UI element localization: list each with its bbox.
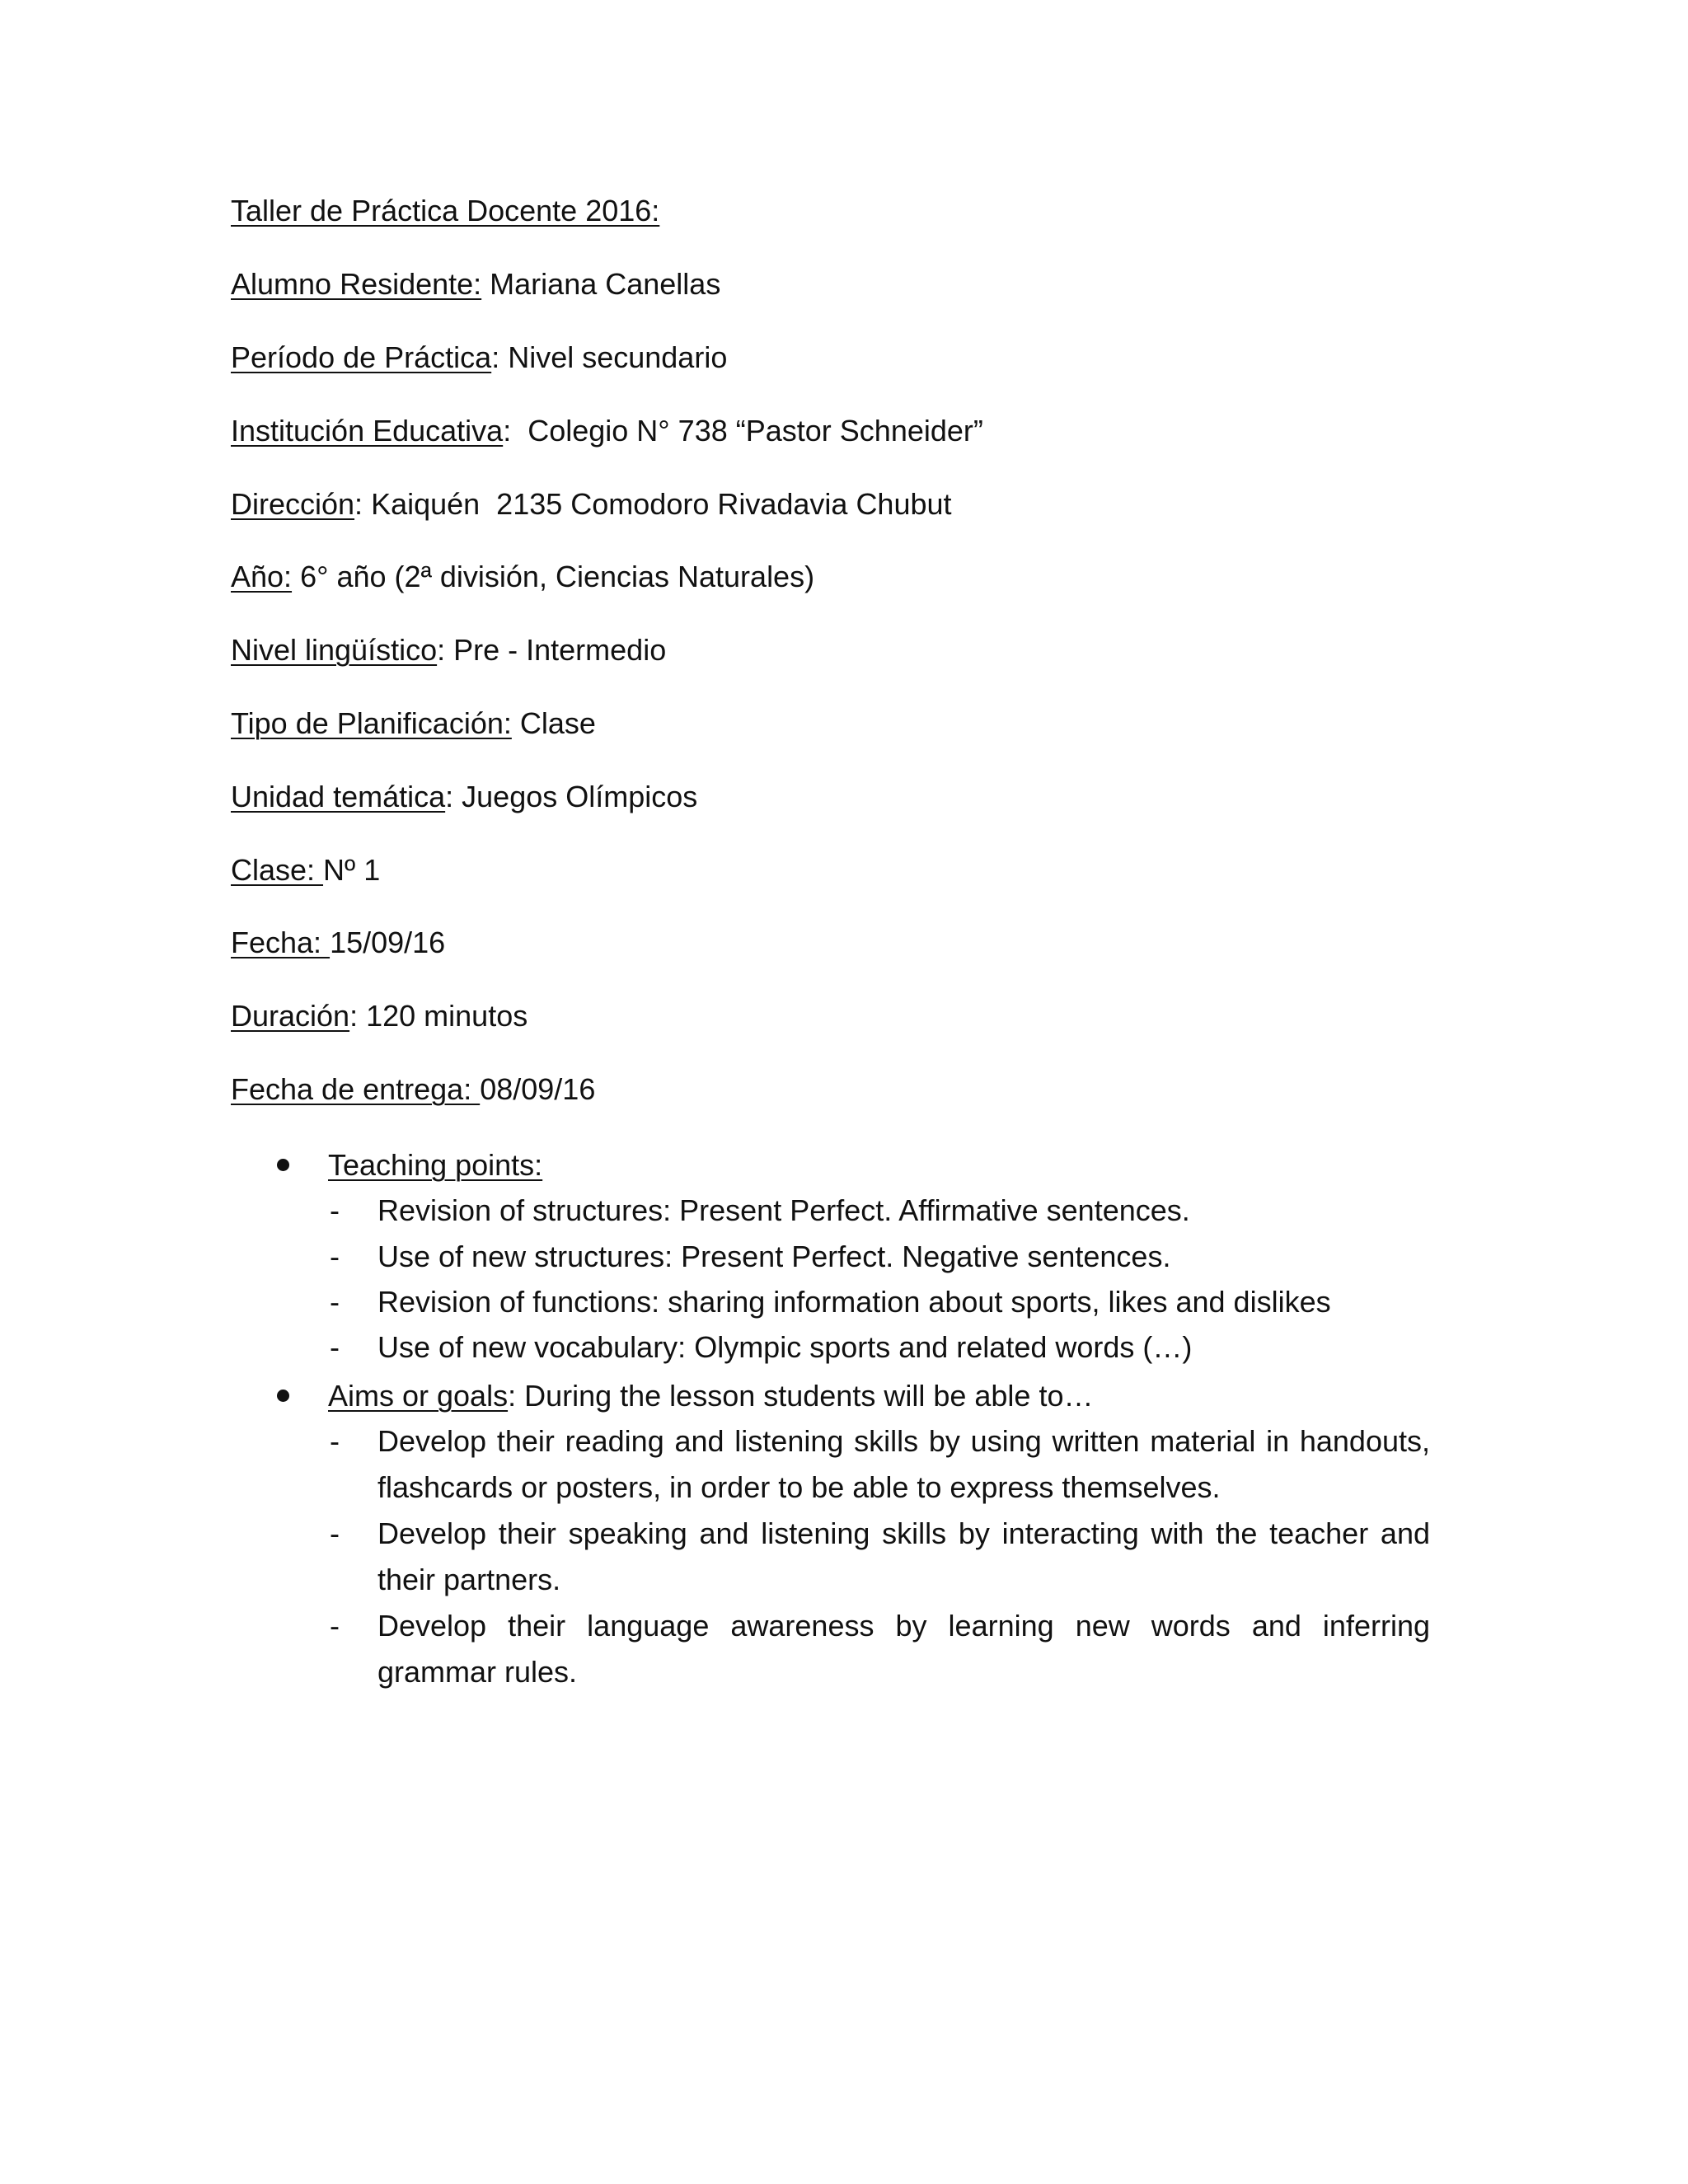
field-label: Unidad temática — [231, 780, 446, 813]
field-value: Pre - Intermedio — [453, 633, 667, 667]
field-label: Nivel lingüístico — [231, 633, 438, 667]
field-label: Período de Práctica — [231, 340, 492, 374]
aim-item: Develop their speaking and listening skills by interacting with the teacher and their partners. — [377, 1516, 1430, 1596]
field-label: Fecha de entrega: — [231, 1072, 481, 1106]
bullet-icon — [277, 1390, 289, 1402]
field-separator: : — [491, 340, 509, 374]
field-label: Alumno Residente: — [231, 267, 482, 301]
teaching-point-item: Revision of structures: Present Perfect. Affirmative sentences. — [377, 1193, 1190, 1227]
field-value: Nº 1 — [323, 853, 381, 887]
field-value: Mariana Canellas — [481, 267, 721, 301]
field-label: Dirección — [231, 487, 355, 521]
field-duracion — [231, 998, 528, 1034]
document-title: Taller de Práctica Docente 2016: — [231, 194, 660, 227]
field-label: Institución Educativa — [231, 414, 504, 448]
field-label: Fecha: — [231, 926, 331, 959]
field-clase — [231, 852, 380, 888]
field-value: Juegos Olímpicos — [462, 780, 698, 813]
field-separator: : — [437, 633, 454, 667]
list-dash: - — [330, 1285, 340, 1319]
field-institucion-educativa — [231, 413, 983, 449]
field-value: Kaiquén 2135 Comodoro Rivadavia Chubut — [371, 487, 952, 521]
field-value: 15/09/16 — [330, 926, 446, 959]
teaching-point-item: Use of new vocabulary: Olympic sports and related words (…) — [377, 1330, 1193, 1364]
teaching-points-heading — [328, 1147, 542, 1183]
list-dash: - — [330, 1609, 340, 1643]
field-direccion — [231, 486, 952, 523]
field-value: 08/09/16 — [480, 1072, 596, 1106]
field-tipo-planificacion — [231, 705, 596, 742]
field-label: Duración — [231, 999, 350, 1033]
field-separator: : — [445, 780, 462, 813]
field-fecha-entrega — [231, 1071, 595, 1108]
aims-intro: : During the lesson students will be able to… — [508, 1379, 1094, 1413]
teaching-point-item: Use of new structures: Present Perfect. Negative sentences. — [377, 1240, 1171, 1273]
list-dash: - — [330, 1240, 340, 1273]
field-fecha — [231, 925, 445, 961]
field-anio — [231, 559, 814, 595]
field-label: Año: — [231, 560, 293, 593]
field-separator: : — [349, 999, 367, 1033]
field-value: Colegio N° 738 “Pastor Schneider” — [528, 414, 983, 448]
field-periodo-practica — [231, 340, 727, 376]
list-dash: - — [330, 1193, 340, 1227]
field-unidad-tematica — [231, 779, 697, 815]
field-label: Clase: — [231, 853, 324, 887]
bullet-icon — [277, 1159, 289, 1171]
field-separator: : — [354, 487, 372, 521]
list-dash: - — [330, 1516, 340, 1550]
field-value: Nivel secundario — [508, 340, 728, 374]
field-value: 6° año (2ª división, Ciencias Naturales) — [292, 560, 815, 593]
list-dash: - — [330, 1330, 340, 1364]
list-dash: - — [330, 1424, 340, 1458]
aims-heading — [328, 1378, 1093, 1414]
teaching-points-label: Teaching points: — [328, 1148, 543, 1182]
aim-item: Develop their reading and listening skills by using written material in handouts, flashcards or posters, in order to be able to express themselves. — [377, 1424, 1430, 1504]
field-value: 120 minutos — [366, 999, 528, 1033]
field-label: Tipo de Planificación: — [231, 706, 512, 740]
aim-item: Develop their language awareness by learning new words and inferring grammar rules. — [377, 1609, 1430, 1689]
field-alumno-residente — [231, 266, 720, 302]
teaching-point-item: Revision of functions: sharing information about sports, likes and dislikes — [377, 1285, 1331, 1319]
field-value: Clase — [511, 706, 596, 740]
aims-label: Aims or goals — [328, 1379, 509, 1413]
field-nivel-linguistico — [231, 632, 666, 668]
field-separator: : — [503, 414, 528, 448]
